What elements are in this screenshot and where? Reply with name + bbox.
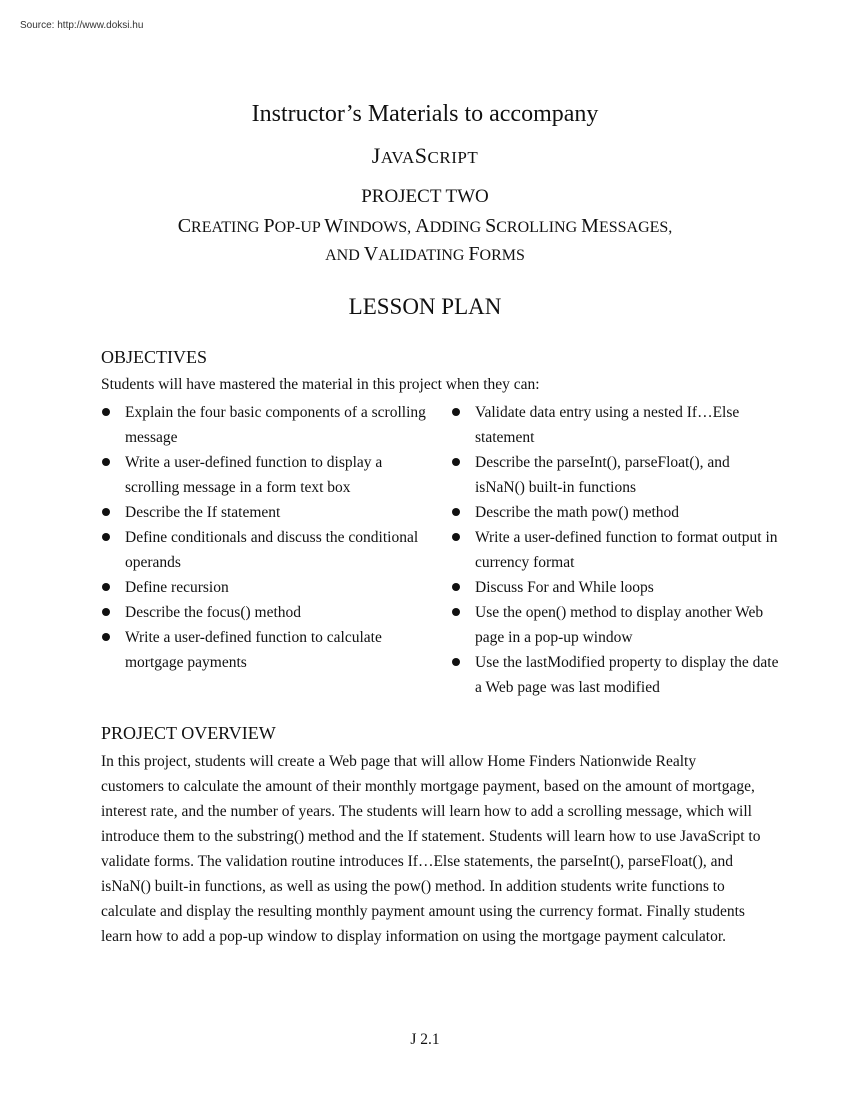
bullet-icon <box>102 408 110 416</box>
overview-paragraph: In this project, students will create a Web page that will allow Home Finders Nationwide Realty customers to calculate the amount of their monthly mortgage payment, based on the amount of mortgage, interest rate, and the number of years. The students will learn how to add a scrolling message, which will introduce them to the substring() method and the If statement. Students will learn how to use JavaScript to validate forms. The validation routine introduces If…Else statements, the parseInt(), parseFloat(), and isNaN() built-in functions, as well as using the pow() method. In addition students write functions to calculate and display the resulting monthly payment amount using the currency format. Finally students learn how to add a pop-up window to display information on using the mortgage payment calculator. <box>101 753 761 945</box>
list-item <box>101 400 431 450</box>
bullet-icon <box>452 458 460 466</box>
list-item <box>451 500 781 525</box>
list-item <box>101 500 431 525</box>
list-item <box>451 650 781 700</box>
list-item <box>101 525 431 575</box>
list-item <box>451 600 781 650</box>
bullet-icon <box>102 633 110 641</box>
small-caps: CROLLING <box>496 219 582 236</box>
lesson-plan-heading: LESSON PLAN <box>348 294 502 319</box>
list-item <box>101 575 431 600</box>
small-caps: ALIDATING <box>378 247 469 264</box>
list-item <box>451 400 781 450</box>
small-caps: OP-UP <box>274 219 325 236</box>
bullet-icon <box>102 508 110 516</box>
project-title-line-2 <box>0 241 850 269</box>
list-item-text: Discuss For and While loops <box>475 579 654 596</box>
cap-letter: S <box>485 215 497 237</box>
title-javascript <box>0 143 850 169</box>
list-item-text: Define conditionals and discuss the conditional operands <box>125 529 419 571</box>
list-item <box>101 450 431 500</box>
small-caps: ESSAGES, <box>598 219 673 236</box>
list-item-text: Describe the math pow() method <box>475 504 680 521</box>
project-title <box>0 213 850 269</box>
page-number: J 2.1 <box>410 1031 440 1048</box>
cap-letter: A <box>415 215 430 237</box>
overview-heading: PROJECT OVERVIEW <box>101 723 276 743</box>
cap-letter: W <box>324 215 344 237</box>
list-item-text: Describe the If statement <box>125 504 281 521</box>
list-item-text: Explain the four basic components of a scrolling message <box>125 404 426 446</box>
bullet-icon <box>452 583 460 591</box>
small-caps: AND <box>325 247 364 264</box>
title-line-1: Instructor’s Materials to accompany <box>251 101 599 127</box>
objectives-intro: Students will have mastered the material in this project when they can: <box>101 376 540 393</box>
cap-letter: J <box>371 143 381 168</box>
list-item <box>101 600 431 625</box>
small-caps: AVA <box>380 148 415 167</box>
small-caps: DDING <box>429 219 486 236</box>
bullet-icon <box>102 458 110 466</box>
project-number: PROJECT TWO <box>361 186 489 207</box>
cap-letter: P <box>263 215 275 237</box>
bullet-icon <box>452 658 460 666</box>
small-caps: ORMS <box>479 247 525 264</box>
source-note: Source: http://www.doksi.hu <box>20 20 144 31</box>
cap-letter: S <box>414 143 428 168</box>
project-title-line-1 <box>0 213 850 241</box>
list-item-text: Describe the focus() method <box>125 604 302 621</box>
list-item-text: Define recursion <box>125 579 229 596</box>
bullet-icon <box>452 608 460 616</box>
bullet-icon <box>452 533 460 541</box>
cap-letter: V <box>363 243 379 265</box>
list-item <box>451 575 781 600</box>
bullet-icon <box>102 533 110 541</box>
list-item-text: Write a user-defined function to display a scrolling message in a form text box <box>125 454 383 496</box>
list-item <box>451 450 781 500</box>
objectives-list-right <box>451 400 781 700</box>
small-caps: INDOWS, <box>343 219 416 236</box>
objectives-heading: OBJECTIVES <box>101 347 208 367</box>
bullet-icon <box>452 408 460 416</box>
list-item <box>101 625 431 675</box>
bullet-icon <box>102 583 110 591</box>
small-caps: REATING <box>191 219 264 236</box>
cap-letter: F <box>468 243 480 265</box>
list-item-text: Use the lastModified property to display the date a Web page was last modified <box>475 654 779 696</box>
list-item-text: Validate data entry using a nested If…Else statement <box>475 404 740 446</box>
objectives-list-left <box>101 400 431 675</box>
list-item-text: Write a user-defined function to format output in currency format <box>475 529 778 571</box>
list-item <box>451 525 781 575</box>
small-caps: CRIPT <box>427 148 479 167</box>
bullet-icon <box>452 508 460 516</box>
list-item-text: Describe the parseInt(), parseFloat(), and isNaN() built-in functions <box>475 454 730 496</box>
bullet-icon <box>102 608 110 616</box>
list-item-text: Use the open() method to display another Web page in a pop-up window <box>475 604 764 646</box>
cap-letter: C <box>177 215 192 237</box>
cap-letter: M <box>581 215 599 237</box>
list-item-text: Write a user-defined function to calculate mortgage payments <box>125 629 382 671</box>
